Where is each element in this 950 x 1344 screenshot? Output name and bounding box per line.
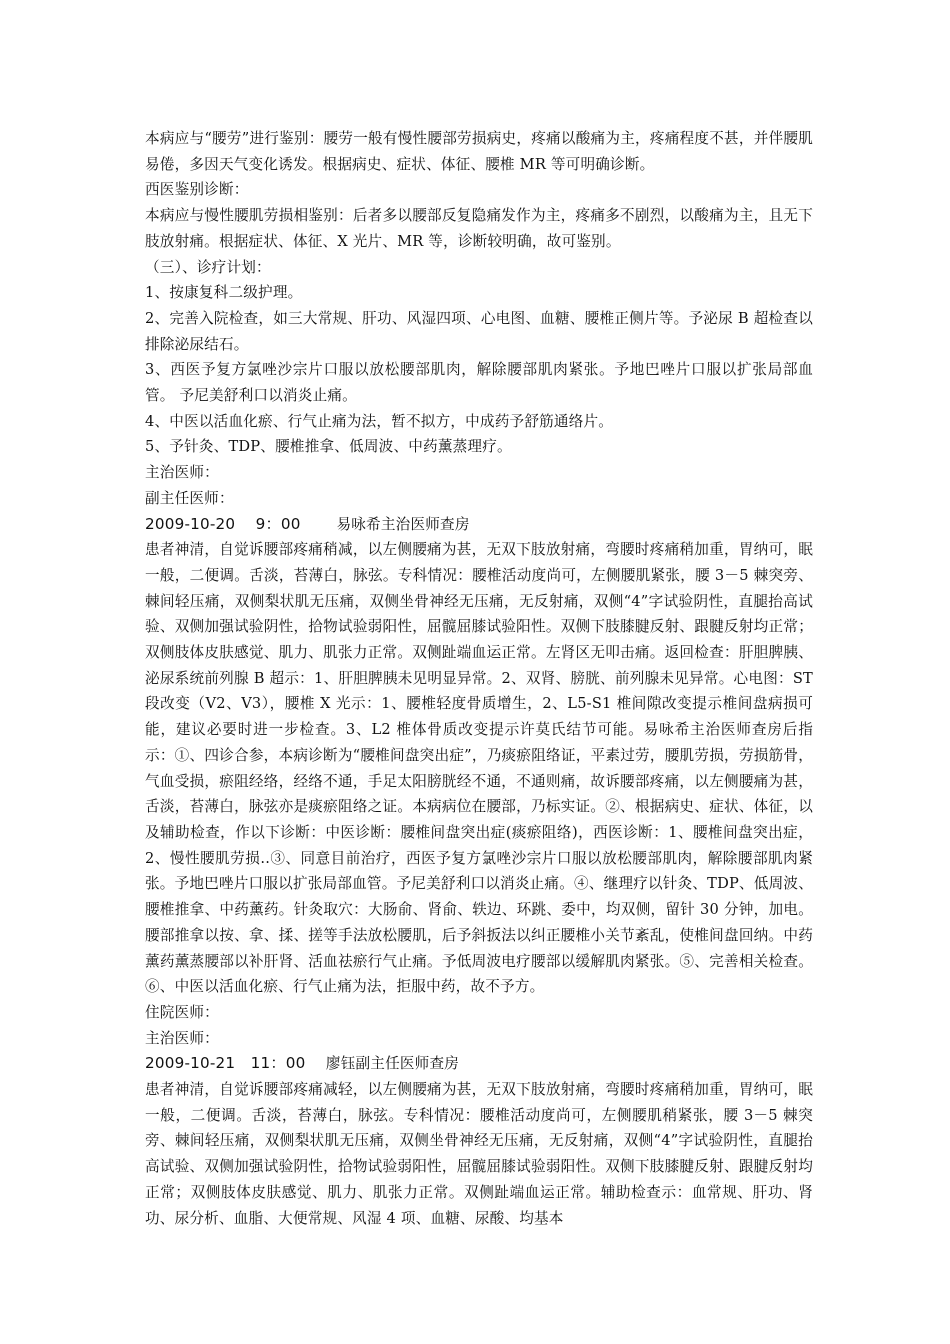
round-1-title: 易咏希主治医师查房 bbox=[336, 515, 470, 533]
round-2-note: 患者神清，自觉诉腰部疼痛减轻，以左侧腰痛为甚，无双下肢放射痛，弯腰时疼痛稍加重，胃纳可，眠一般，二便调。舌淡，苔薄白，脉弦。专科情况：腰椎活动度尚可，左侧腰肌稍紧张，腰 3－5 棘突旁、棘间轻压痛，双侧梨状肌无压痛，双侧坐骨神经无压痛，无反射痛，双侧“4”字试验阴性，直腿抬高试验、双侧加强试验阴性，拾物试验弱阳性，屈髋屈膝试验弱阳性。双侧下肢膝腱反射、跟腱反射均正常；双侧肢体皮肤感觉、肌力、肌张力正常。双侧趾端血运正常。辅助检查示：血常规、肝功、肾功、尿分析、血脂、大便常规、风湿 4 项、血糖、尿酸、均基本 bbox=[145, 1081, 813, 1227]
document-body bbox=[145, 126, 813, 1231]
round-2-title: 廖钰副主任医师查房 bbox=[325, 1055, 460, 1073]
round-1-datetime: 2009-10-20 9：00 bbox=[145, 514, 301, 533]
paragraph-chronic-strain: 本病应与慢性腰肌劳损相鉴别：后者多以腰部反复隐痛发作为主，疼痛多不剧烈，以酸痛为主，且无下肢放射痛。根据症状、体征、X 光片、MR 等，诊断较明确，故可鉴别。 bbox=[145, 207, 813, 250]
round-record-1-header bbox=[145, 512, 813, 538]
plan-item-1: 1、按康复科二级护理。 bbox=[145, 284, 303, 302]
plan-item-2: 2、完善入院检查，如三大常规、肝功、风湿四项、心电图、血糖、腰椎正侧片等。予泌尿 B 超检查以排除泌尿结石。 bbox=[145, 309, 813, 353]
paragraph-differential-yaolao: 本病应与“腰劳”进行鉴别：腰劳一般有慢性腰部劳损病史，疼痛以酸痛为主，疼痛程度不甚，并伴腰肌易倦，多因天气变化诱发。根据病史、症状、体征、腰椎 MR 等可明确诊断。 bbox=[145, 130, 813, 173]
signature-attending-2: 主治医师： bbox=[145, 1029, 219, 1047]
heading-western-differential: 西医鉴别诊断： bbox=[145, 181, 249, 199]
plan-item-4: 4、中医以活血化瘀、行气止痛为法，暂不拟方，中成药予舒筋通络片。 bbox=[145, 412, 614, 430]
signature-resident: 住院医师： bbox=[145, 1003, 219, 1021]
plan-item-5: 5、予针灸、TDP、腰椎推拿、低周波、中药薰蒸理疗。 bbox=[145, 438, 512, 456]
signature-associate-chief: 副主任医师： bbox=[145, 489, 234, 507]
heading-treatment-plan: （三）、诊疗计划： bbox=[145, 258, 271, 276]
round-2-datetime: 2009-10-21 11：00 bbox=[145, 1054, 306, 1073]
signature-attending: 主治医师： bbox=[145, 464, 219, 482]
round-1-note: 患者神清，自觉诉腰部疼痛稍减，以左侧腰痛为甚，无双下肢放射痛，弯腰时疼痛稍加重，胃纳可，眠一般，二便调。舌淡，苔薄白，脉弦。专科情况：腰椎活动度尚可，左侧腰肌紧张，腰 3－5 棘突旁、棘间轻压痛，双侧梨状肌无压痛，双侧坐骨神经无压痛，无反射痛，双侧“4”字试验阴性，直腿抬高试验、双侧加强试验阴性，拾物试验弱阳性，屈髋屈膝试验阳性。双侧下肢膝腱反射、跟腱反射均正常；双侧肢体皮肤感觉、肌力、肌张力正常。双侧趾端血运正常。左肾区无叩击痛。返回检查：肝胆脾胰、泌尿系统前列腺 B 超示：1、肝胆脾胰未见明显异常。2、双肾、膀胱、前列腺未见异常。心电图：ST 段改变（V2、V3），腰椎 X 光示：1、腰椎轻度骨质增生，2、L5-S1 椎间隙改变提示椎间盘病损可能，建议必要时进一步检查。3、L2 椎体骨质改变提示许莫氏结节可能。易咏希主治医师查房后指示：①、四诊合参，本病诊断为“腰椎间盘突出症”，乃痰瘀阻络证，平素过劳，腰肌劳损，劳损筋骨，气血受损，瘀阻经络，经络不通，手足太阳膀胱经不通，不通则痛，故诉腰部疼痛，以左侧腰痛为甚，舌淡，苔薄白，脉弦亦是痰瘀阻络之证。本病病位在腰部，乃标实证。②、根据病史、症状、体征，以及辅助检查，作以下诊断：中医诊断：腰椎间盘突出症(痰瘀阻络)，西医诊断：1、腰椎间盘突出症，2、慢性腰肌劳损..③、同意目前治疗，西医予复方氯唑沙宗片口服以放松腰部肌肉，解除腰部肌肉紧张。予地巴唑片口服以扩张局部血管。予尼美舒利口以消炎止痛。④、继理疗以针灸、TDP、低周波、腰椎推拿、中药薰药。针灸取穴：大肠俞、肾俞、轶边、环跳、委中，均双侧，留针 30 分钟，加电。腰部推拿以按、拿、揉、搓等手法放松腰肌，后予斜扳法以纠正腰椎小关节紊乱，使椎间盘回纳。中药薰药薰蒸腰部以补肝肾、活血祛瘀行气止痛。予低周波电疗腰部以缓解肌肉紧张。⑤、完善相关检查。⑥、中医以活血化瘀、行气止痛为法，拒服中药，故不予方。 bbox=[145, 541, 813, 996]
round-record-2-header bbox=[145, 1051, 813, 1077]
plan-item-3: 3、西医予复方氯唑沙宗片口服以放松腰部肌肉，解除腰部肌肉紧张。予地巴唑片口服以扩张局部血管。 予尼美舒利口以消炎止痛。 bbox=[145, 361, 813, 405]
